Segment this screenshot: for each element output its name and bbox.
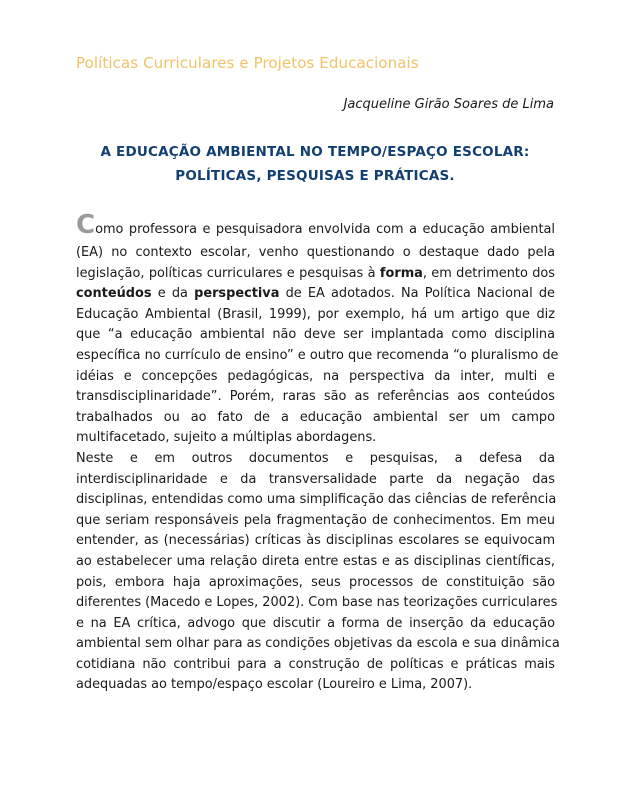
emphasis-perspectiva: perspectiva: [194, 286, 280, 302]
title-line-1: A EDUCAÇÃO AMBIENTAL NO TEMPO/ESPAÇO ESCOLAR:: [100, 144, 530, 160]
paragraph-line: adequadas ao tempo/espaço escolar (Loureiro e Lima, 2007).: [76, 677, 473, 693]
paragraph-line: ao estabelecer uma relação direta entre estas e as disciplinas científicas,: [76, 553, 555, 569]
emphasis-forma: forma: [379, 265, 423, 281]
paragraph-line: específica no currículo de ensino” e outro que recomenda “o pluralismo de: [76, 347, 559, 363]
paragraph-line: entender, as (necessárias) críticas às disciplinas escolares se equivocam: [76, 533, 555, 549]
paragraph-2: [76, 449, 560, 696]
paragraph-line: legislação, políticas curriculares e pesquisas à forma, em detrimento dos: [76, 265, 556, 281]
author-name: Jacqueline Girão Soares de Lima: [343, 97, 554, 112]
paragraph-line: que seriam responsáveis pela fragmentação de conhecimentos. Em meu: [76, 512, 555, 528]
article-title: [76, 140, 554, 188]
paragraph-line: Educação Ambiental (Brasil, 1999), por exemplo, há um artigo que diz: [76, 306, 555, 322]
paragraph-line: pois, embora haja aproximações, seus processos de constituição são: [76, 574, 555, 590]
article-body: [76, 208, 560, 696]
paragraph-line: Neste e em outros documentos e pesquisas, a defesa da: [76, 450, 555, 466]
running-header: Políticas Curriculares e Projetos Educacionais: [76, 54, 419, 72]
paragraph-line: Como professora e pesquisadora envolvida com a educação ambiental: [76, 210, 555, 240]
emphasis-conteudos: conteúdos: [76, 286, 152, 302]
paragraph-line: que “a educação ambiental não deve ser implantada como disciplina: [76, 327, 555, 343]
paragraph-line: transdisciplinaridade”. Porém, raras são as referências aos conteúdos: [76, 389, 555, 405]
drop-cap: C: [76, 210, 96, 240]
paragraph-line: conteúdos e da perspectiva de EA adotados. Na Política Nacional de: [76, 286, 555, 302]
paragraph-line: disciplinas, entendidas como uma simplificação das ciências de referência: [76, 492, 557, 508]
paragraph-line: interdisciplinaridade e da transversalidade parte da negação das: [76, 471, 555, 487]
title-line-2: POLÍTICAS, PESQUISAS E PRÁTICAS.: [175, 168, 455, 184]
paragraph-1: [76, 208, 559, 449]
paragraph-line: e na EA crítica, advogo que discutir a forma de inserção da educação: [76, 615, 555, 631]
paragraph-line: trabalhados ou ao fato de a educação ambiental ser um campo: [76, 409, 555, 425]
paragraph-line: cotidiana não contribui para a construção de políticas e práticas mais: [76, 656, 555, 672]
paragraph-line: idéias e concepções pedagógicas, na perspectiva da inter, multi e: [76, 368, 555, 384]
paragraph-line: (EA) no contexto escolar, venho questionando o destaque dado pela: [76, 245, 555, 260]
paragraph-line: ambiental sem olhar para as condições objetivas da escola e sua dinâmica: [76, 636, 560, 652]
paragraph-line: diferentes (Macedo e Lopes, 2002). Com base nas teorizações curriculares: [76, 595, 558, 611]
paragraph-line: multifacetado, sujeito a múltiplas abordagens.: [76, 430, 377, 446]
